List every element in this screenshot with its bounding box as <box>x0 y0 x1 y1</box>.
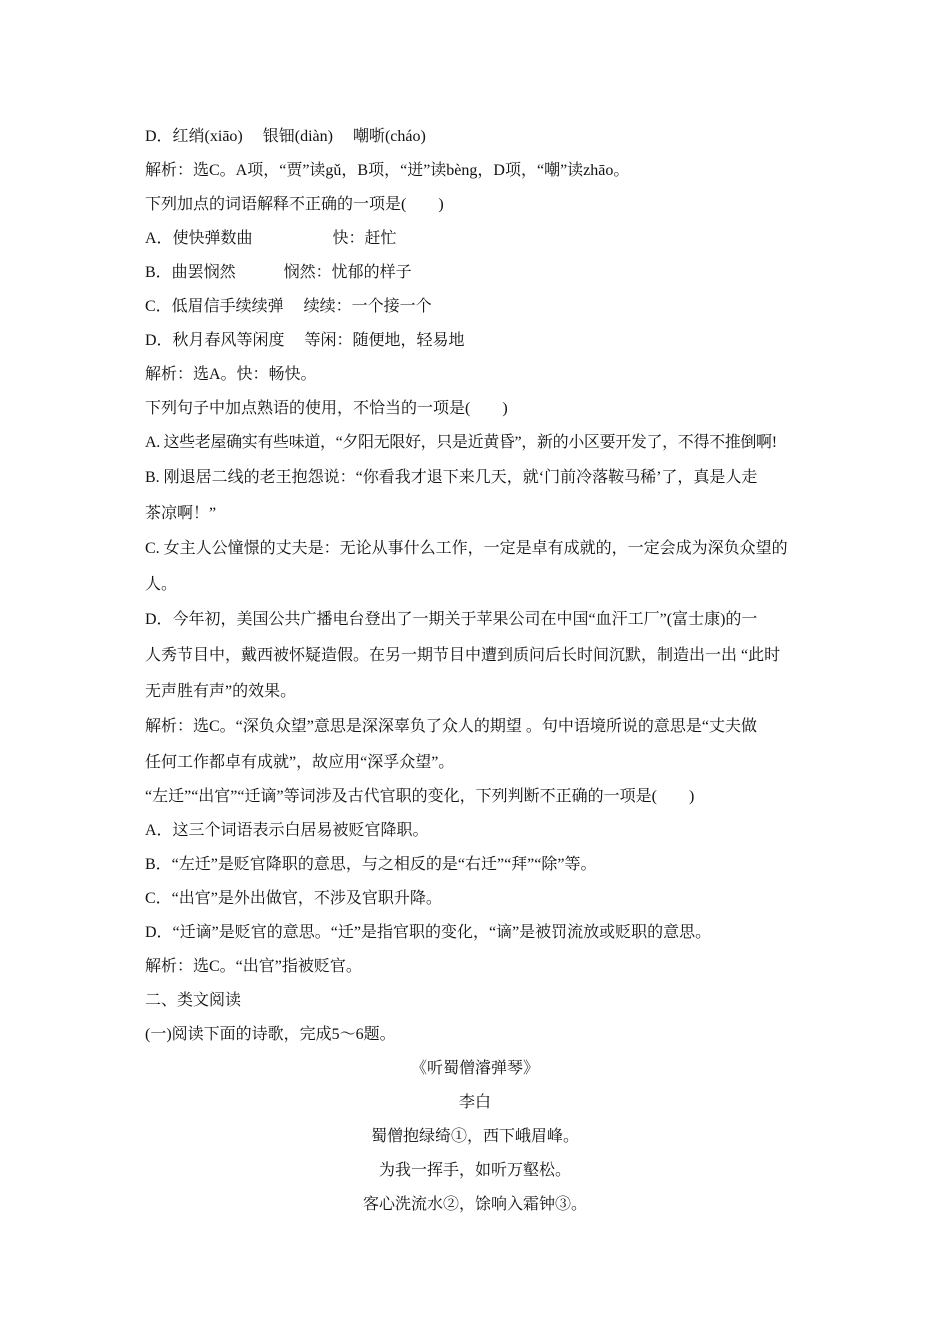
option-d-pinyin: D．红绡(xiāo) 银钿(diàn) 嘲哳(cháo) <box>145 128 426 145</box>
question-3-option-d: D．今年初，美国公共广播电台登出了一期关于苹果公司在中国“血汗工厂”(富士康)的一 <box>145 611 758 628</box>
answer-analysis-3: 解析：选C。“深负众望”意思是深深辜负了众人的期望 。句中语境所说的意思是“丈夫做 <box>145 718 757 735</box>
question-4-option-c: C．“出官”是外出做官，不涉及官职升降。 <box>145 890 442 907</box>
question-4-option-d: D．“迁谪”是贬官的意思。“迁”是指官职的变化，“谪”是被罚流放或贬职的意思。 <box>145 924 712 941</box>
answer-analysis-3-cont: 任何工作都卓有成就”，故应用“深孚众望”。 <box>145 754 455 771</box>
question-4-option-b: B．“左迁”是贬官降职的意思，与之相反的是“右迁”“拜”“除”等。 <box>145 856 597 873</box>
question-3-option-c: C. 女主人公憧憬的丈夫是：无论从事什么工作，一定是卓有成就的，一定会成为深负众望的 <box>145 540 788 557</box>
question-3-option-b-cont: 茶凉啊！” <box>145 505 217 522</box>
question-2-option-c: C．低眉信手续续弹 续续：一个接一个 <box>145 298 432 315</box>
poem-verse-2: 为我一挥手，如听万壑松。 <box>378 1162 571 1179</box>
question-3-option-c-cont: 人。 <box>145 576 178 593</box>
answer-analysis-4: 解析：选C。“出官”指被贬官。 <box>145 958 362 975</box>
question-2-stem: 下列加点的词语解释不正确的一项是( ) <box>145 196 444 213</box>
question-4-option-a: A．这三个词语表示白居易被贬官降职。 <box>145 822 429 839</box>
poem-verse-1: 蜀僧抱绿绮①，西下峨眉峰。 <box>370 1128 579 1145</box>
answer-analysis-2: 解析：选A。快：畅快。 <box>145 366 317 383</box>
question-3-option-d-cont1: 人秀节目中，戴西被怀疑造假。在另一期节目中遭到质问后长时间沉默，制造出一出 “此时 <box>145 647 781 664</box>
answer-analysis-1: 解析：选C。A项，“贾”读gǔ，B项，“迸”读bèng，D项，“嘲”读zhāo。 <box>145 162 630 179</box>
question-3-option-d-cont2: 无声胜有声”的效果。 <box>145 683 297 700</box>
poem-author: 李白 <box>458 1094 491 1111</box>
question-2-option-a: A．使快弹数曲 快：赶忙 <box>145 230 397 247</box>
poem-title: 《听蜀僧濬弹琴》 <box>410 1060 539 1077</box>
question-3-option-a: A. 这些老屋确实有些味道，“夕阳无限好，只是近黄昏”，新的小区要开发了，不得不推倒啊! <box>145 434 777 451</box>
question-3-stem: 下列句子中加点熟语的使用，不恰当的一项是( ) <box>145 400 508 417</box>
question-2-option-b: B．曲罢悯然 悯然：忧郁的样子 <box>145 264 412 281</box>
poem-verse-3: 客心洗流水②，馀响入霜钟③。 <box>362 1196 587 1213</box>
question-3-option-b: B. 刚退居二线的老王抱怨说：“你看我才退下来几天，就‘门前冷落鞍马稀’了，真是人走 <box>145 469 758 486</box>
reading-instruction: (一)阅读下面的诗歌，完成5～6题。 <box>145 1026 396 1043</box>
question-4-stem: “左迁”“出官”“迁谪”等词涉及古代官职的变化，下列判断不正确的一项是( ) <box>145 788 695 805</box>
question-2-option-d: D．秋月春风等闲度 等闲：随便地，轻易地 <box>145 332 465 349</box>
section-heading: 二、类文阅读 <box>145 992 242 1009</box>
